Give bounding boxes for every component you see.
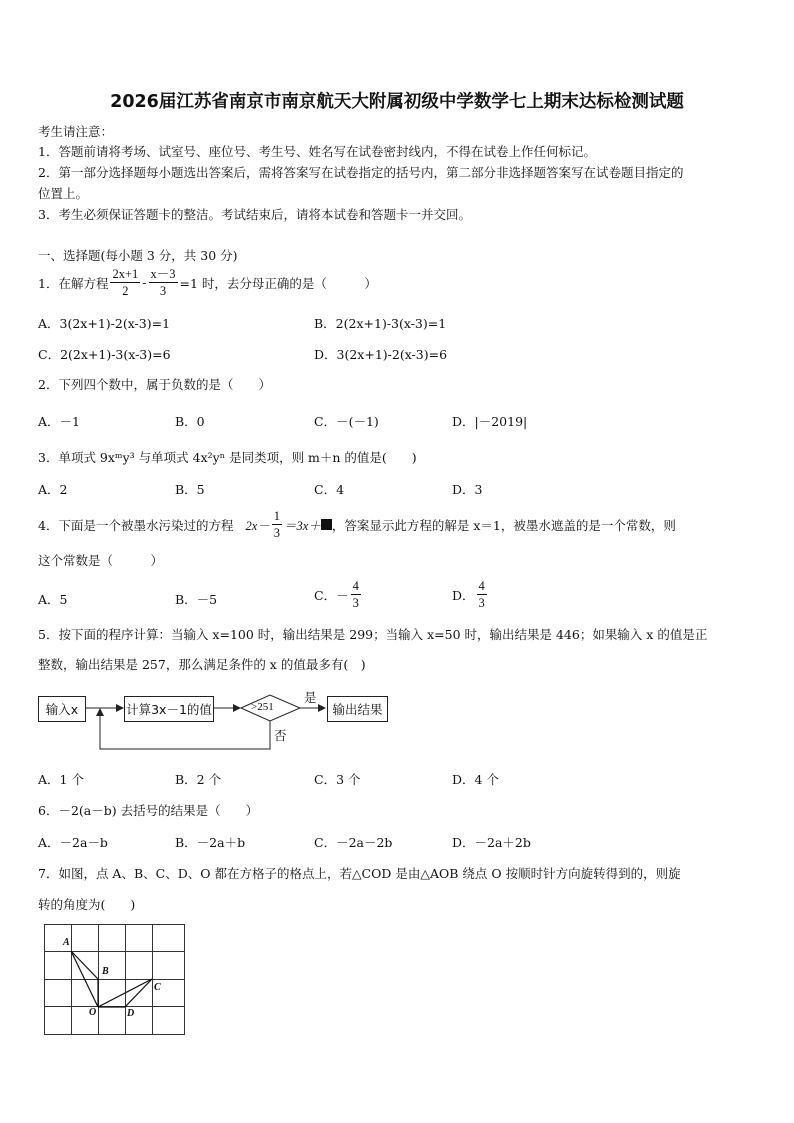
q4-optd-den: 3 [478, 596, 485, 610]
q5-option-c[interactable]: C．3 个 [314, 772, 361, 787]
q4-line2: 这个常数是（ ） [38, 553, 164, 568]
q4-optc-den: 3 [352, 596, 359, 610]
question-7: 7．如图，点 A、B、C、D、O 都在方格子的格点上，若△COD 是由△AOB 绕点 O 按顺时针方向旋转得到的，则旋 [38, 866, 681, 881]
flow-compute-box [124, 696, 214, 722]
q1-suffix: =1 时，去分母正确的是（ ） [179, 275, 377, 291]
q1-fraction-1 [110, 266, 140, 299]
q4-eq-right: ＝3x＋ [284, 518, 321, 533]
point-a-label: A [63, 937, 70, 948]
q1-fraction-2 [149, 266, 178, 299]
q4-optc-fraction [351, 578, 361, 611]
flowchart [38, 690, 398, 755]
q4-suffix: ，答案显示此方程的解是 x＝1，被墨水遮盖的是一个常数，则 [331, 517, 676, 533]
note-item: 3．考生必须保证答题卡的整洁。考试结束后，请将本试卷和答题卡一并交回。 [38, 207, 471, 222]
q4-option-d[interactable] [452, 578, 489, 611]
page-title: 2026届江苏省南京市南京航天大附属初级中学数学七上期末达标检测试题 [110, 92, 684, 112]
flow-compare-label: >251 [251, 701, 274, 713]
q6-option-c[interactable]: C．－2a－2b [314, 835, 393, 850]
q2-option-a[interactable]: A．－1 [38, 414, 80, 429]
q3-option-a[interactable]: A．2 [38, 482, 68, 497]
q1-option-d[interactable]: D．3(2x+1)-2(x-3)=6 [314, 347, 448, 362]
question-3: 3．单项式 9xᵐy³ 与单项式 4x²yⁿ 是同类项，则 m＋n 的值是( ) [38, 450, 417, 465]
flow-input-box [38, 696, 86, 722]
ink-blot-icon [321, 519, 332, 530]
q4-optd-label: D． [452, 587, 475, 603]
q5-line2: 整数，输出结果是 257，那么满足条件的 x 的值最多有( ) [38, 657, 366, 672]
point-c-label: C [154, 982, 161, 993]
question-6: 6．－2(a－b) 去括号的结果是（ ） [38, 803, 259, 818]
q4-eq-left: 2x－ [245, 518, 270, 533]
q2-option-b[interactable]: B．0 [175, 414, 205, 429]
flow-input-label: 输入x [45, 702, 79, 717]
point-o-label: O [89, 1007, 97, 1018]
q1-frac1-den: 2 [122, 284, 129, 298]
note-item: 位置上。 [38, 186, 89, 201]
rotation-grid-figure [44, 924, 186, 1036]
flow-no-label: 否 [274, 728, 287, 743]
q4-fraction [272, 508, 282, 541]
q1-frac1-num: 2x+1 [112, 267, 139, 281]
q3-option-b[interactable]: B．5 [175, 482, 205, 497]
q2-option-d[interactable]: D．|－2019| [452, 414, 528, 429]
q1-frac2-den: 3 [159, 284, 167, 298]
q3-option-c[interactable]: C．4 [314, 482, 345, 497]
q5-option-b[interactable]: B．2 个 [175, 772, 222, 787]
q4-frac-den: 3 [273, 526, 281, 540]
flow-compute-label: 计算3x－1的值 [126, 702, 212, 717]
q1-prefix: 1．在解方程 [38, 275, 109, 291]
q6-option-b[interactable]: B．－2a＋b [175, 835, 246, 850]
q6-option-a[interactable]: A．－2a－b [38, 835, 108, 850]
flow-yes-label: 是 [304, 690, 317, 705]
q4-option-a[interactable]: A．5 [38, 592, 68, 607]
flow-output-label: 输出结果 [332, 702, 383, 717]
q2-option-c[interactable]: C．－(－1) [314, 414, 379, 429]
q4-prefix: 4．下面是一个被墨水污染过的方程 [38, 517, 234, 533]
q4-frac-num: 1 [273, 509, 281, 523]
q6-option-d[interactable]: D．－2a＋2b [452, 835, 531, 850]
question-5: 5．按下面的程序计算：当输入 x=100 时，输出结果是 299；当输入 x=50 时，输出结果是 446；如果输入 x 的值是正 [38, 627, 708, 642]
q1-option-b[interactable]: B．2(2x+1)-3(x-3)=1 [314, 316, 447, 331]
q4-optd-num: 4 [478, 579, 485, 593]
q1-frac2-num: x－3 [150, 267, 176, 281]
flow-output-box [327, 696, 388, 722]
note-item: 1．答题前请将考场、试室号、座位号、考生号、姓名写在试卷密封线内，不得在试卷上作任何标记。 [38, 144, 596, 159]
q3-option-d[interactable]: D．3 [452, 482, 483, 497]
notes-heading: 考生请注意： [38, 124, 114, 139]
point-b-label: B [102, 966, 109, 977]
q5-option-a[interactable]: A．1 个 [38, 772, 84, 787]
note-item: 2．第一部分选择题每小题选出答案后，需将答案写在试卷指定的括号内，第二部分非选择题答案写在试卷题目指定的 [38, 165, 684, 180]
q4-optc-label: C．－ [314, 587, 349, 603]
q1-minus: - [142, 275, 147, 290]
q4-optd-fraction [477, 578, 487, 611]
point-d-label: D [127, 1008, 135, 1019]
q4-option-b[interactable]: B．－5 [175, 592, 218, 607]
q1-option-a[interactable]: A．3(2x+1)-2(x-3)=1 [38, 316, 171, 331]
question-1 [38, 266, 377, 299]
q5-option-d[interactable]: D．4 个 [452, 772, 499, 787]
question-4 [38, 508, 676, 541]
q1-option-c[interactable]: C．2(2x+1)-3(x-3)=6 [38, 347, 171, 362]
q4-optc-num: 4 [352, 579, 359, 593]
q4-option-c[interactable] [314, 578, 363, 611]
q7-line2: 转的角度为( ) [38, 897, 136, 912]
section-heading: 一、选择题(每小题 3 分，共 30 分) [38, 248, 238, 263]
question-2: 2．下列四个数中，属于负数的是（ ） [38, 377, 271, 392]
